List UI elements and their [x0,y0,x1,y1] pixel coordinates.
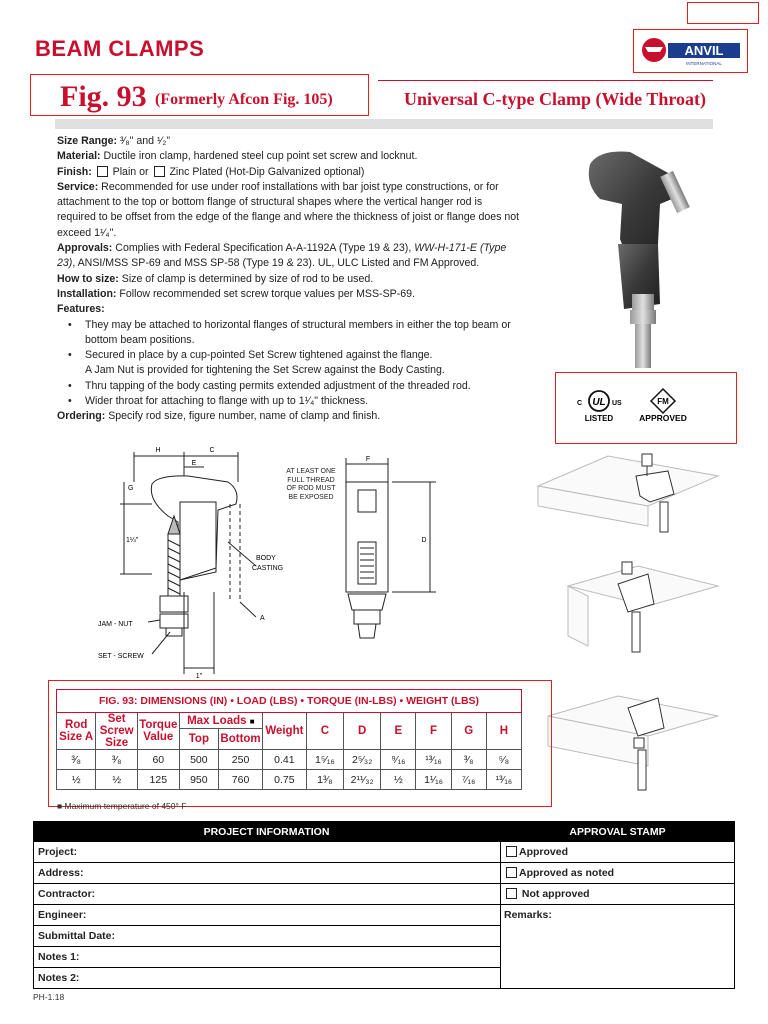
feature-item: • Secured in place by a cup-pointed Set Screw tightened against the flange. A Jam Nut is provided for tightening the Set Screw against the Body Casting. [85,348,522,379]
label-d: D [421,537,427,544]
submittal-date-field[interactable]: Submittal Date: [34,926,500,947]
label-f: F [365,456,371,463]
ul-mark-text: UL [592,397,606,408]
approved-as-noted-checkbox[interactable] [506,867,517,878]
notes-2-field[interactable]: Notes 2: [38,972,80,984]
thread-note: AT LEAST ONE FULL THREAD OF ROD MUST BE EXPOSED [286,468,336,501]
ordering: Ordering: Specify rod size, figure number, name of clamp and finish. [57,410,381,423]
col-e: E [381,713,416,750]
divider-bar [55,119,713,129]
label-body: BODY [256,555,276,562]
ul-us-text: US [612,400,622,407]
project-info-heading: PROJECT INFORMATION [203,825,330,838]
certification-marks [565,375,735,440]
fm-mark-text: FM [657,397,669,406]
not-approved-option[interactable]: Not approved [501,884,734,905]
col-g: G [451,713,486,750]
features-heading: Features: [57,303,105,316]
col-h: H [486,713,521,750]
dimensions-table-wrap [56,689,522,790]
page-code: PH-1.18 [33,992,65,1002]
notes-1-field[interactable]: Notes 1: [34,947,500,968]
col-set-screw: Set Screw Size [96,713,138,750]
table-row: ½ ½ 125 950 760 0.75 1³⁄₈ 2¹¹⁄₃₂ ½ 1¹⁄₁₆ ⁷⁄₁₆ ¹³⁄₁₆ [57,770,522,790]
label-g: G [128,485,134,492]
col-max-loads: Max Loads ■ [179,713,262,729]
formerly-label: (Formerly Afcon Fig. 105) [155,91,333,108]
feature-item: • Thru tapping of the body casting permits extended adjustment of the threaded rod. [85,379,522,394]
label-casting: CASTING [252,565,284,572]
table-row: ³⁄₈ ³⁄₈ 60 500 250 0.41 1⁵⁄₁₆ 2⁵⁄₃₂ ⁹⁄₁₆ ¹³⁄₁₆ ³⁄₈ ⁵⁄₈ [57,750,522,770]
engineer-field[interactable]: Engineer: [34,905,500,926]
clamp-photo [560,144,712,370]
header-rule [378,80,713,81]
feature-item: • They may be attached to horizontal flanges of structural members in either the top beam or bottom beam positions. [85,318,522,349]
contractor-field[interactable]: Contractor: [34,884,500,905]
how-to-size: How to size: Size of clamp is determined by size of rod to be used. [57,272,374,285]
fm-approved-text: APPROVED [639,413,687,423]
zinc-checkbox[interactable] [154,166,165,177]
label-h: H [155,447,161,454]
ul-listed-text: LISTED [584,414,614,423]
approval-stamp-heading: APPROVAL STAMP [569,825,666,838]
col-d: D [344,713,381,750]
plain-checkbox[interactable] [97,166,108,177]
table-footnote: ■ Maximum temperature of 450° F [57,801,187,811]
installation: Installation: Follow recommended set screw torque values per MSS-SP-69. [57,287,415,300]
project-field[interactable]: Project: [34,842,500,863]
label-e: E [191,460,197,467]
label-a: A [260,615,265,622]
label-jam-nut: JAM - NUT [98,621,133,628]
approved-as-noted-option[interactable]: Approved as noted [501,863,734,884]
spec-block [57,134,522,425]
col-c: C [306,713,343,750]
figure-number: Fig. 93 [60,80,147,113]
dimensions-table [56,689,522,790]
feature-item: • Wider throat for attaching to flange with up to 1¹⁄₄" thickness. [85,394,522,409]
remarks-field[interactable]: Remarks: [504,909,552,921]
col-f: F [416,713,451,750]
logo-text: ANVIL [684,43,724,58]
table-caption: FIG. 93: DIMENSIONS (IN) • LOAD (LBS) • TORQUE (IN-LBS) • WEIGHT (LBS) [57,690,522,713]
logo-subtext: INTERNATIONAL [686,61,722,66]
ul-c-text: C [577,400,583,407]
address-field[interactable]: Address: [34,863,500,884]
col-torque: Torque Value [137,713,179,750]
dimension-drawing [88,442,298,682]
anvil-logo [640,32,743,68]
approvals: Approvals: Complies with Federal Specification A-A-1192A (Type 19 & 23), WW-H-171-E (Type 23), ANSI/MSS SP-69 and MSS SP-58 (Type 19 & 23). UL, ULC Listed and FM Approved. [57,242,507,270]
project-fields [34,842,501,988]
col-weight: Weight [263,713,307,750]
approval-stamp [501,842,734,988]
features-list [57,318,522,410]
label-set-screw: SET - SCREW [98,653,144,660]
annotation-box [687,2,759,24]
form-body [33,842,735,989]
finish: Finish: Plain or Zinc Plated (Hot-Dip Galvanized optional) [57,165,365,178]
service: Service: Recommended for use under roof installations with bar joist type constructions, or for attachment to the top or bottom flange of structural shapes where the vertical hanger rod is required to be offset from the edge of the flange and where the thickness of joist or flange does not exceed 1¹⁄₄". [57,180,520,239]
label-1-25: 1¼" [126,537,139,544]
not-approved-checkbox[interactable] [506,888,517,899]
approved-checkbox[interactable] [506,846,517,857]
form-header [33,821,735,842]
label-1in: 1" [195,673,203,680]
product-title: Universal C-type Clamp (Wide Throat) [404,89,707,109]
approved-option[interactable]: Approved [501,842,734,863]
col-bottom: Bottom [219,729,263,750]
section-title: BEAM CLAMPS [35,36,205,61]
material: Material: Ductile iron clamp, hardened steel cup point set screw and locknut. [57,150,418,163]
col-rod-size: Rod Size A [57,713,96,750]
project-information-form [33,821,735,989]
installation-illustrations [528,446,728,806]
label-c: C [209,447,215,454]
col-top: Top [179,729,218,750]
size-range: Size Range: ³⁄₈" and ¹⁄₂" [57,135,171,147]
